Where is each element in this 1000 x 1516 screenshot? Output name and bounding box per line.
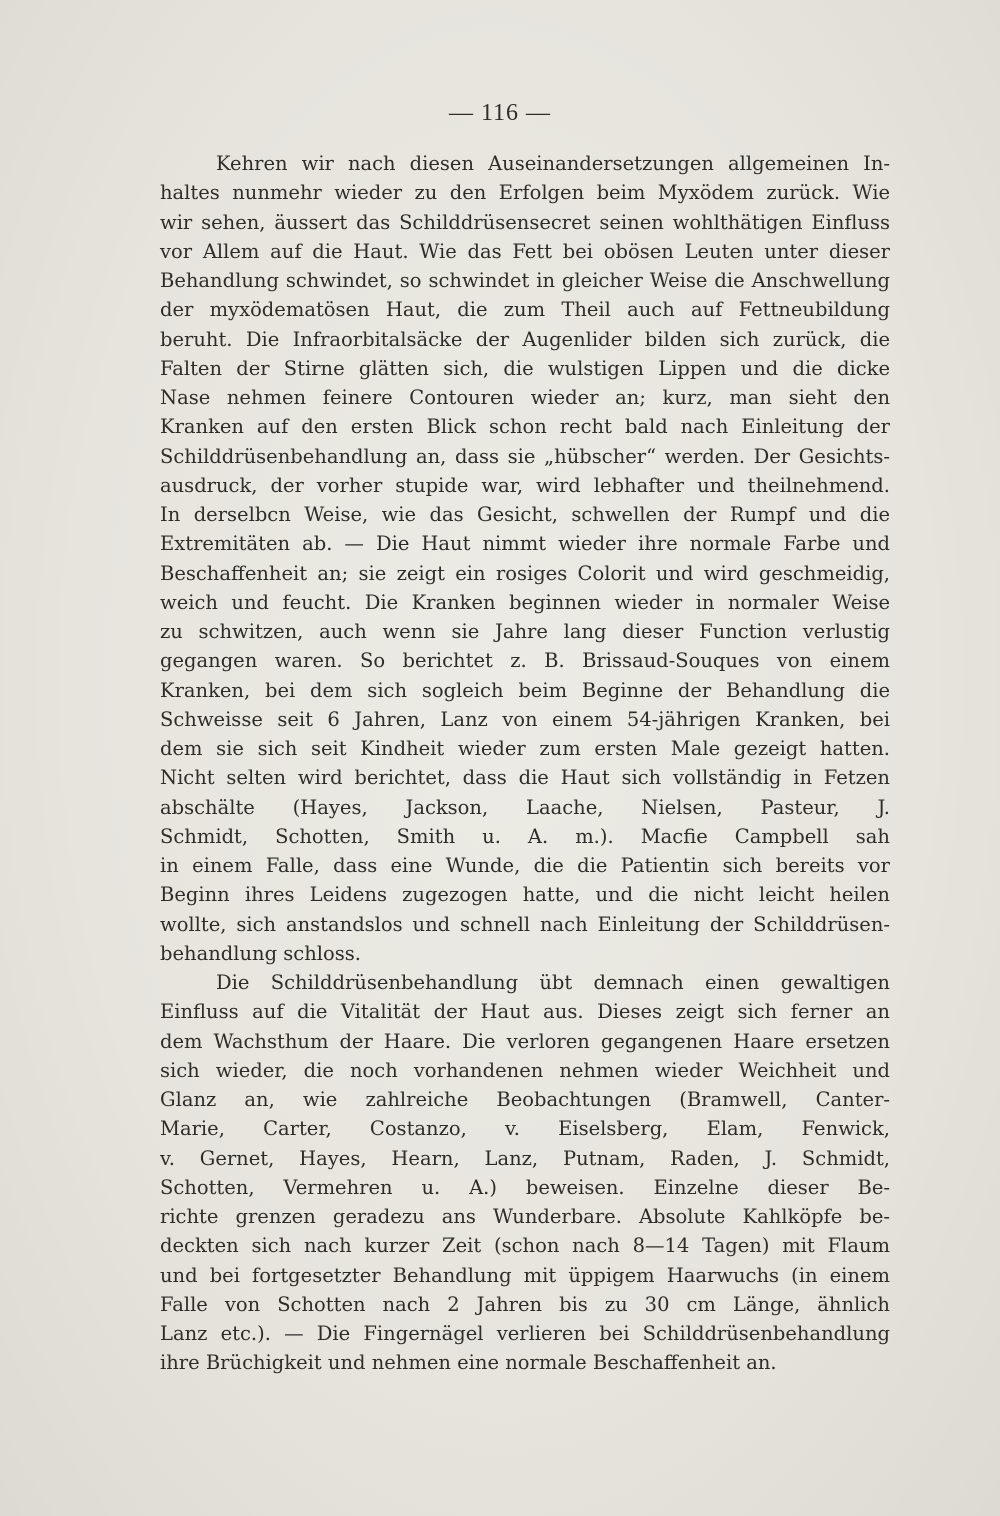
text-line: Schmidt, Schotten, Smith u. A. m.). Macfie Campbell sah xyxy=(160,824,890,848)
text-line: Marie, Carter, Costanzo, v. Eiselsberg, Elam, Fenwick, xyxy=(160,1117,890,1141)
text-line: dem Wachsthum der Haare. Die verloren gegangenen Haare ersetzen xyxy=(160,1029,890,1053)
text-line: Lanz etc.). — Die Fingernägel verlieren bei Schilddrüsenbehandlung xyxy=(160,1322,890,1345)
text-line: und bei fortgesetzter Behandlung mit üppigem Haarwuchs (in einem xyxy=(160,1263,890,1287)
text-line: wollte, sich anstandslos und schnell nach Einleitung der Schilddrüsen- xyxy=(160,912,890,936)
text-line: sich wieder, die noch vorhandenen nehmen wieder Weichheit und xyxy=(160,1058,890,1082)
text-line: Behandlung schwindet, so schwindet in gleicher Weise die Anschwellung xyxy=(160,269,890,292)
text-line: Beschaffenheit an; sie zeigt ein rosiges Colorit und wird geschmeidig, xyxy=(160,561,890,585)
text-line: Schilddrüsenbehandlung an, dass sie „hübscher“ werden. Der Gesichts- xyxy=(160,444,890,468)
text-line: Kranken auf den ersten Blick schon recht bald nach Einleitung der xyxy=(160,415,890,439)
text-line: Schweisse seit 6 Jahren, Lanz von einem 54-jährigen Kranken, bei xyxy=(160,707,890,731)
text-line: zu schwitzen, auch wenn sie Jahre lang dieser Function verlustig xyxy=(160,620,890,643)
text-line: Schotten, Vermehren u. A.) beweisen. Einzelne dieser Be- xyxy=(160,1175,890,1199)
text-line: der myxödematösen Haut, die zum Theil auch auf Fettneubildung xyxy=(160,298,890,322)
text-line: Glanz an, wie zahlreiche Beobachtungen (Bramwell, Canter- xyxy=(160,1088,890,1111)
text-line: haltes nunmehr wieder zu den Erfolgen beim Myxödem zurück. Wie xyxy=(160,181,890,205)
body-text xyxy=(160,149,890,1378)
text-line: Falten der Stirne glätten sich, die wulstigen Lippen und die dicke xyxy=(160,356,890,380)
text-line: Nase nehmen feinere Contouren wieder an; kurz, man sieht den xyxy=(160,386,890,409)
text-line: ihre Brüchigkeit und nehmen eine normale Beschaffenheit an. xyxy=(160,1351,777,1375)
text-line: dem sie sich seit Kindheit wieder zum ersten Male gezeigt hatten. xyxy=(160,737,890,760)
text-line: in einem Falle, dass eine Wunde, die die Patientin sich bereits vor xyxy=(160,854,890,877)
text-line: Extremitäten ab. — Die Haut nimmt wieder ihre normale Farbe und xyxy=(160,532,890,556)
text-line: Nicht selten wird berichtet, dass die Haut sich vollständig in Fetzen xyxy=(160,766,890,790)
text-line: In derselbcn Weise, wie das Gesicht, schwellen der Rumpf und die xyxy=(160,503,890,526)
text-line: richte grenzen geradezu ans Wunderbare. Absolute Kahlköpfe be- xyxy=(160,1205,890,1228)
text-line: Einfluss auf die Vitalität der Haut aus. Dieses zeigt sich ferner an xyxy=(160,1000,890,1024)
text-line: deckten sich nach kurzer Zeit (schon nach 8—14 Tagen) mit Flaum xyxy=(160,1234,890,1258)
text-line: weich und feucht. Die Kranken beginnen wieder in normaler Weise xyxy=(160,590,890,614)
text-line: abschälte (Hayes, Jackson, Laache, Nielsen, Pasteur, J. xyxy=(160,795,890,819)
text-line: vor Allem auf die Haut. Wie das Fett bei obösen Leuten unter dieser xyxy=(160,239,890,263)
text-line: Die Schilddrüsenbehandlung übt demnach einen gewaltigen xyxy=(216,971,890,994)
text-line: v. Gernet, Hayes, Hearn, Lanz, Putnam, Raden, J. Schmidt, xyxy=(160,1146,890,1170)
text-line: ausdruck, der vorher stupide war, wird lebhafter und theilnehmend. xyxy=(160,473,890,497)
page-number: — 116 — xyxy=(448,100,552,126)
text-line: Kranken, bei dem sich sogleich beim Beginne der Behandlung die xyxy=(160,678,890,702)
text-line: gegangen waren. So berichtet z. B. Brissaud-Souques von einem xyxy=(160,649,890,673)
text-line: wir sehen, äussert das Schilddrüsensecret seinen wohlthätigen Einfluss xyxy=(160,210,890,234)
text-line: Falle von Schotten nach 2 Jahren bis zu 30 cm Länge, ähnlich xyxy=(160,1292,890,1316)
text-line: behandlung schloss. xyxy=(160,941,361,965)
text-line: beruht. Die Infraorbitalsäcke der Augenlider bilden sich zurück, die xyxy=(160,327,890,351)
text-line: Kehren wir nach diesen Auseinandersetzungen allgemeinen In- xyxy=(216,152,890,175)
text-line: Beginn ihres Leidens zugezogen hatte, und die nicht leicht heilen xyxy=(160,883,890,907)
